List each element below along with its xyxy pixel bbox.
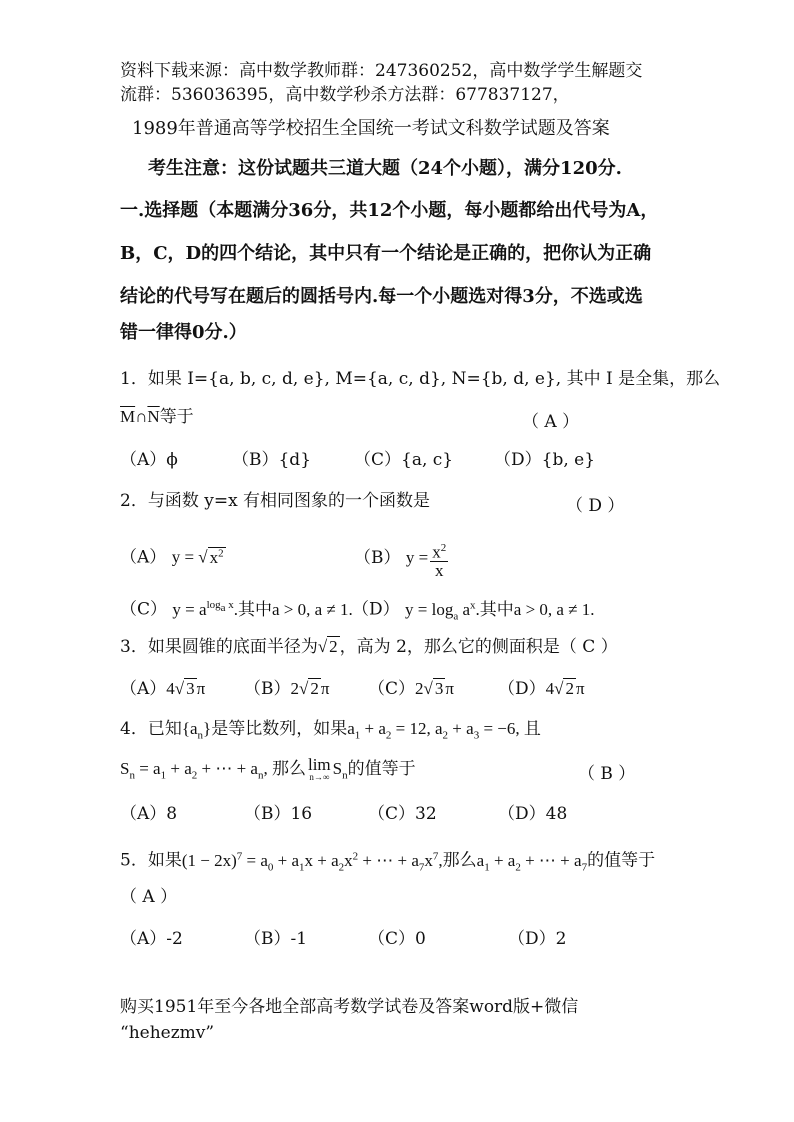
- q3-option-b-formula: 2√ 2 π: [290, 679, 330, 698]
- q3-option-c: [368, 678, 454, 700]
- q3-option-d: [498, 678, 585, 700]
- section1-line-4: 错一律得0分.）: [120, 322, 247, 343]
- q3-option-c-formula: 2√ 3 π: [415, 679, 454, 698]
- q3-stem-part-2: ，高为 2，那么它的侧面积是（ C ）: [339, 637, 618, 657]
- q5-option-c: （C）0: [368, 929, 426, 949]
- q4-stem-line-2: $S_n = a_1 + a_2$ + ⋯ + $a_n$, 那么 lim n→∞ $S_n$的值等于: [120, 755, 416, 782]
- q1-option-d: （D）{b, e}: [494, 450, 596, 470]
- section1-line-1: 一.选择题（本题满分36分，共12个小题，每小题都给出代号为A，: [120, 200, 659, 221]
- q2-option-d-formula: $y = \log_a a^x$.其中a > 0, a ≠ 1.: [405, 599, 595, 623]
- q2-option-a: [120, 542, 226, 569]
- q2-answer: （ D ）: [566, 496, 625, 516]
- q1-option-c: （C）{a, c}: [354, 450, 454, 470]
- q3-option-c-label: （C）: [368, 679, 416, 699]
- q1-answer: （ A ）: [522, 412, 580, 432]
- q4-stem-part-2: 是等比数列，如果: [211, 719, 348, 739]
- q3-option-b: [244, 678, 329, 700]
- footer-line-1: 购买1951年至今各地全部高考数学试卷及答案word版+微信: [120, 997, 579, 1017]
- q1-stem-line-2: [120, 406, 194, 428]
- exam-title: 1989年普通高等学校招生全国统一考试文科数学试题及答案: [132, 118, 610, 139]
- q2-option-d-label: （D）: [352, 599, 400, 620]
- q4-stem: [120, 718, 541, 746]
- q2-option-a-label: （A）: [120, 547, 167, 568]
- q4-stem-part-1: 4．已知: [120, 719, 182, 739]
- header-line-1: 资料下载来源：高中数学教师群：247360252，高中数学学生解题交: [120, 61, 643, 81]
- q2-option-c-label: （C）: [120, 599, 168, 620]
- q3-option-a-label: （A）: [120, 679, 167, 699]
- section1-line-3: 结论的代号写在题后的圆括号内.每一个小题选对得3分，不选或选: [120, 286, 643, 307]
- header-line-2: 流群：536036395，高中数学秒杀方法群：677837127，: [120, 85, 570, 105]
- q5-option-a: （A）-2: [120, 929, 183, 949]
- q4-stem-tail: 的值等于: [347, 759, 416, 779]
- q5-option-d: （D）2: [508, 929, 567, 949]
- q4-answer: （ B ）: [578, 764, 636, 784]
- q1-option-a: （A）ϕ: [120, 450, 178, 470]
- q3-option-d-label: （D）: [498, 679, 546, 699]
- exam-notice: 考生注意：这份试题共三道大题（24个小题），满分120分.: [148, 158, 622, 179]
- q3-option-b-label: （B）: [244, 679, 291, 699]
- q2-stem: 2．与函数 y=x 有相同图象的一个函数是: [120, 491, 431, 511]
- q3-option-a: [120, 678, 205, 700]
- footer-line-2: “hehezmv”: [120, 1023, 215, 1043]
- q3-option-d-formula: 4√ 2 π: [545, 679, 585, 698]
- q3-option-a-formula: 4√ 3 π: [166, 679, 206, 698]
- q4-option-a: （A）8: [120, 804, 178, 824]
- q5-option-b: （B）-1: [244, 929, 308, 949]
- q5-sum: $a_1 + a_2$ + ⋯ + $a_7$: [476, 850, 588, 874]
- q4-sum-formula: $S_n = a_1 + a_2$ + ⋯ + $a_n$, 那么: [120, 759, 306, 782]
- section1-line-2: B，C，D的四个结论，其中只有一个结论是正确的，把你认为正确: [120, 243, 652, 264]
- q3-stem: [120, 636, 618, 658]
- q4-option-c: （C）32: [368, 804, 437, 824]
- q2-option-b-label: （B）: [354, 548, 401, 569]
- q4-option-d: （D）48: [498, 804, 568, 824]
- q2-option-c-formula: $y = a^{log_a x}$.其中a > 0, a ≠ 1.: [172, 599, 353, 619]
- q5-stem-part-1: 5．如果: [120, 850, 182, 871]
- q4-limit: lim n→∞: [307, 755, 331, 782]
- q1-formula: $\overline{M}\cap\overline{N}$: [120, 407, 160, 426]
- q4-condition: $a_1 + a_2 = 12$, $a_2 + a_3 = -6$, 且: [347, 719, 541, 742]
- q1-stem: 1．如果 I={a, b, c, d, e}, M={a, c, d}, N={b, d, e}, 其中 I 是全集，那么: [120, 369, 721, 389]
- q4-sequence: $\{a_n\}$: [181, 719, 212, 742]
- q1-stem-tail: 等于: [159, 407, 194, 427]
- q2-option-c: [120, 594, 353, 621]
- q5-expansion: $(1 - 2x)^7 = a_0 + a_1x + a_2x^2$ + ⋯ + $a_7x^7$,: [181, 850, 443, 874]
- q2-option-b-formula: y = $\frac{x^2}{x}$: [405, 542, 447, 580]
- q3-formula: √ 2: [317, 637, 338, 656]
- q2-option-a-formula: y = √ $x^2$: [171, 547, 224, 567]
- q2-option-d: [352, 594, 595, 627]
- q5-stem-part-2: 那么: [442, 850, 477, 871]
- q1-option-b: （B）{d}: [232, 450, 312, 470]
- q5-answer: （ A ）: [120, 887, 178, 907]
- q5-stem: [120, 845, 655, 878]
- q4-option-b: （B）16: [244, 804, 313, 824]
- q5-stem-part-3: 的值等于: [587, 850, 656, 871]
- q2-option-b: [354, 540, 450, 579]
- q3-stem-part-1: 3．如果圆锥的底面半径为: [120, 637, 318, 657]
